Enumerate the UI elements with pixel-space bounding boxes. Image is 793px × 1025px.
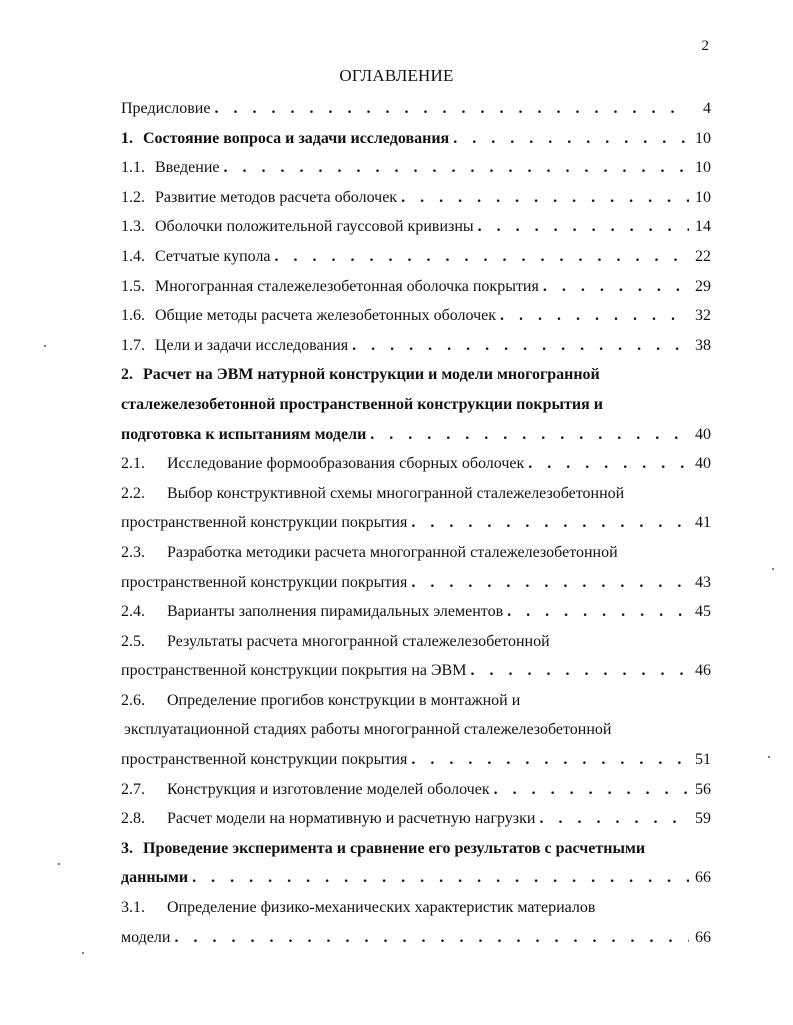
leader-dots <box>192 863 689 893</box>
toc-entry-title-continued: подготовка к испытаниям модели <box>121 425 367 443</box>
toc-entry-2-3-line1[interactable] <box>121 538 711 568</box>
toc-entry-number: 1.6. <box>121 307 145 325</box>
toc-entry-text <box>121 449 528 479</box>
toc-entry-number: 2.7. <box>121 780 145 798</box>
toc-entry-page: 46 <box>695 662 711 680</box>
toc-entry-page: 56 <box>695 780 711 798</box>
toc-entry-page: 14 <box>695 218 711 236</box>
toc-entry-2-line1[interactable] <box>121 360 711 390</box>
toc-entry-number: 2.5. <box>121 632 145 650</box>
toc-entry-number: 2.6. <box>121 691 145 709</box>
toc-entry-title-continued: пространственной конструкции покрытия <box>121 514 408 532</box>
leader-dots <box>401 183 689 213</box>
page-number: 2 <box>701 38 709 54</box>
toc-entry-title-continued: пространственной конструкции покрытия <box>121 573 408 591</box>
toc-entry-title: Многогранная сталежелезобетонная оболочка покрытия <box>155 277 539 295</box>
toc-entry-1[interactable] <box>121 124 711 154</box>
toc-entry-number: 1. <box>121 129 133 147</box>
toc-entry-text <box>121 212 478 242</box>
toc-entry-text <box>121 242 275 272</box>
toc-entry-2-4[interactable] <box>121 597 711 627</box>
toc-entry-page: 51 <box>695 751 711 769</box>
toc-entry-title: Конструкция и изготовление моделей оболочек <box>167 780 490 798</box>
toc-entry-preface[interactable] <box>121 94 711 124</box>
toc-entry-title: Выбор конструктивной схемы многогранной сталежелезобетонной <box>167 484 625 502</box>
toc-entry-2-5-line2[interactable] <box>121 656 711 686</box>
toc-entry-page: 10 <box>695 188 711 206</box>
toc-entry-title: Цели и задачи исследования <box>155 336 349 354</box>
toc-entry-number: 2.4. <box>121 603 145 621</box>
toc-entry-1-3[interactable] <box>121 212 711 242</box>
toc-entry-title: Проведение эксперимента и сравнение его результатов с расчетными <box>143 839 646 857</box>
toc-entry-2-2-line2[interactable] <box>121 508 711 538</box>
scan-speck <box>44 345 46 347</box>
toc-entry-page: 40 <box>695 455 711 473</box>
toc-entry-page: 4 <box>703 100 711 117</box>
toc-entry-title-continued: сталежелезобетонной пространственной конструкции покрытия и <box>121 395 603 413</box>
leader-dots <box>411 508 689 538</box>
toc-entry-page: 10 <box>695 129 711 147</box>
leader-dots <box>543 272 689 302</box>
toc-entry-title-continued: пространственной конструкции покрытия <box>121 751 408 769</box>
toc-entry-page: 40 <box>695 425 711 443</box>
toc-entry-text <box>121 183 401 213</box>
toc-entry-3-line2[interactable] <box>121 863 711 893</box>
toc-entry-title-continued: пространственной конструкции покрытия на ЭВМ <box>121 662 467 680</box>
toc-entry-number: 2.2. <box>121 484 145 502</box>
toc-entry-number: 2.1. <box>121 455 145 473</box>
toc-entry-title-continued: данными <box>121 869 189 887</box>
toc-entry-2-2-line1[interactable] <box>121 479 711 509</box>
scan-speck <box>82 952 84 954</box>
toc-entry-title: Расчет на ЭВМ натурной конструкции и модели многогранной <box>143 366 600 384</box>
leader-dots <box>411 745 689 775</box>
toc-entry-page: 22 <box>695 247 711 265</box>
toc-entry-2-6-line2[interactable] <box>121 715 711 745</box>
toc-entry-number: 2. <box>121 366 133 384</box>
toc-entry-1-7[interactable] <box>121 331 711 361</box>
page-title: ОГЛАВЛЕНИЕ <box>339 66 454 85</box>
toc-entry-2-line2[interactable] <box>121 390 711 420</box>
leader-dots <box>370 420 689 450</box>
toc-entry-2-6-line1[interactable] <box>121 686 711 716</box>
leader-dots <box>478 212 689 242</box>
scan-speck <box>58 863 60 865</box>
toc-entry-title-continued: модели <box>121 928 171 946</box>
toc-entry-number: 1.1. <box>121 159 145 177</box>
toc-entry-1-1[interactable] <box>121 153 711 183</box>
leader-dots <box>494 775 689 805</box>
toc-entry-title: Определение физико-механических характеристик материалов <box>167 899 596 917</box>
toc-entry-1-2[interactable] <box>121 183 711 213</box>
toc-entry-page: 29 <box>695 277 711 295</box>
toc-entry-text <box>121 153 224 183</box>
toc-entry-1-6[interactable] <box>121 301 711 331</box>
toc-entry-page: 66 <box>695 869 711 887</box>
toc-entry-page: 45 <box>695 603 711 621</box>
toc-entry-number: 3.1. <box>121 899 145 917</box>
toc-entry-title-continued: эксплуатационной стадиях работы многогранной сталежелезобетонной <box>124 721 612 739</box>
leader-dots <box>453 124 689 154</box>
toc-entry-text <box>121 331 352 361</box>
toc-entry-3-1-line2[interactable] <box>121 923 711 953</box>
toc-entry-text <box>121 597 507 627</box>
leader-dots <box>214 94 689 124</box>
toc-entry-number: 2.3. <box>121 543 145 561</box>
toc-entry-2-1[interactable] <box>121 449 711 479</box>
leader-dots <box>507 597 689 627</box>
toc-entry-title: Сетчатые купола <box>155 247 271 265</box>
leader-dots <box>500 301 689 331</box>
toc-entry-3-line1[interactable] <box>121 834 711 864</box>
toc-entry-text <box>121 775 494 805</box>
leader-dots <box>539 804 689 834</box>
toc-entry-1-5[interactable] <box>121 272 711 302</box>
leader-dots <box>470 656 689 686</box>
leader-dots <box>528 449 689 479</box>
leader-dots <box>411 568 689 598</box>
toc-entry-number: 1.2. <box>121 188 145 206</box>
toc-entry-2-8[interactable] <box>121 804 711 834</box>
toc-entry-number: 1.7. <box>121 336 145 354</box>
toc-entry-2-7[interactable] <box>121 775 711 805</box>
table-of-contents <box>121 94 711 952</box>
toc-entry-text: Предисловие <box>121 100 211 117</box>
toc-entry-2-line3[interactable] <box>121 420 711 450</box>
toc-entry-title: Разработка методики расчета многогранной сталежелезобетонной <box>167 543 618 561</box>
toc-entry-title: Развитие методов расчета оболочек <box>155 188 398 206</box>
scan-speck <box>768 756 770 758</box>
leader-dots <box>275 242 689 272</box>
toc-entry-title: Варианты заполнения пирамидальных элементов <box>167 603 504 621</box>
toc-entry-number: 1.3. <box>121 218 145 236</box>
leader-dots <box>224 153 690 183</box>
toc-entry-page: 10 <box>695 159 711 177</box>
toc-entry-text <box>121 124 453 154</box>
toc-entry-page: 32 <box>695 307 711 325</box>
toc-entry-number: 1.5. <box>121 277 145 295</box>
toc-entry-title: Определение прогибов конструкции в монтажной и <box>167 691 521 709</box>
toc-entry-title: Результаты расчета многогранной сталежелезобетонной <box>167 632 550 650</box>
toc-entry-number: 3. <box>121 839 133 857</box>
scan-speck <box>772 568 774 570</box>
toc-entry-2-3-line2[interactable] <box>121 568 711 598</box>
toc-entry-page: 66 <box>695 928 711 946</box>
leader-dots <box>174 923 689 953</box>
toc-entry-3-1-line1[interactable] <box>121 893 711 923</box>
toc-entry-2-6-line3[interactable] <box>121 745 711 775</box>
toc-entry-title: Состояние вопроса и задачи исследования <box>143 129 450 147</box>
toc-entry-title: Оболочки положительной гауссовой кривизны <box>155 218 474 236</box>
toc-entry-page: 59 <box>695 810 711 828</box>
toc-entry-title: Исследование формообразования сборных оболочек <box>167 455 525 473</box>
toc-entry-title: Общие методы расчета железобетонных оболочек <box>155 307 496 325</box>
toc-entry-number: 2.8. <box>121 810 145 828</box>
toc-entry-page: 43 <box>695 573 711 591</box>
toc-entry-number: 1.4. <box>121 247 145 265</box>
toc-entry-1-4[interactable] <box>121 242 711 272</box>
toc-entry-text <box>121 301 500 331</box>
toc-entry-title: Расчет модели на нормативную и расчетную нагрузки <box>167 810 536 828</box>
toc-entry-text <box>121 272 543 302</box>
leader-dots <box>352 331 689 361</box>
toc-entry-title: Введение <box>155 159 220 177</box>
toc-entry-page: 38 <box>695 336 711 354</box>
toc-entry-page: 41 <box>695 514 711 532</box>
toc-entry-text <box>121 804 539 834</box>
toc-entry-2-5-line1[interactable] <box>121 627 711 657</box>
